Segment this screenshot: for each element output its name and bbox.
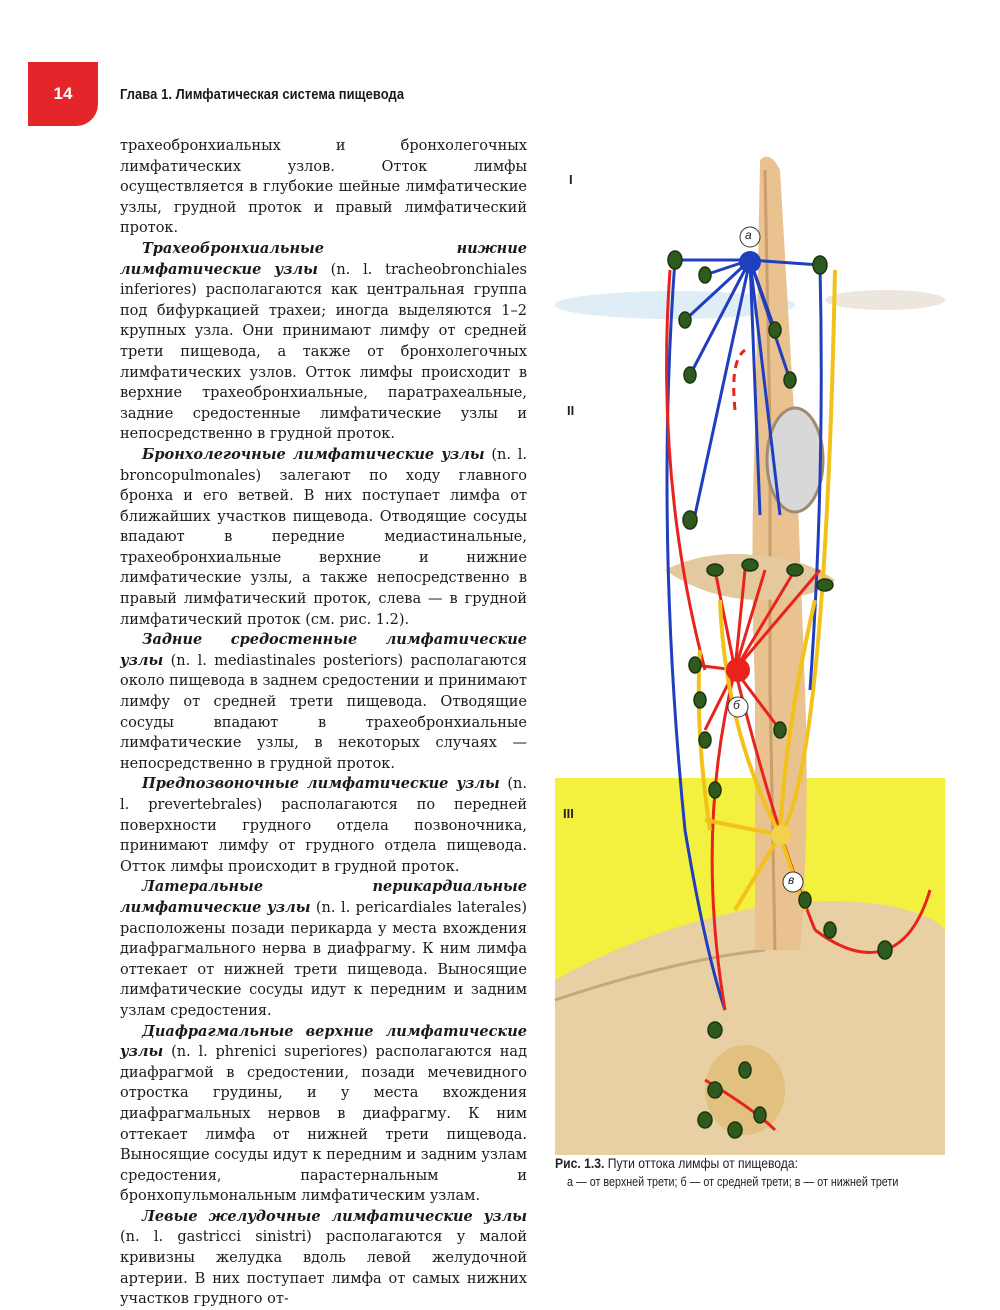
paragraph-3 [120,445,527,630]
section-label-III: III [563,806,574,821]
paragraph-6 [120,877,527,1021]
running-head: Глава 1. Лимфатическая система пищевода [120,86,405,103]
paragraph-8 [120,1207,527,1310]
node-label-a: а [745,228,752,242]
paragraph-1 [120,136,527,239]
caption-title-line [555,1156,906,1171]
paragraph-text: (n. l. gastricci sinistri) располагаются у малой кривизны желудка вдоль левой желудочной артерии. В них поступает лимфа от самых нижних участков грудного от- [120,1229,527,1308]
paragraph-5 [120,774,527,877]
caption-title: Пути оттока лимфы от пищевода: [607,1156,799,1171]
page-number: 14 [53,84,73,103]
node-b [726,658,750,682]
node-c [771,825,791,845]
body-text [120,136,528,1308]
paragraph-4 [120,630,527,774]
paragraph-term: Латеральные перикардиальные лимфатические узлы [120,878,527,916]
paragraph-text: (n. l. phrenici superiores) располагаются над диафрагмой в средостении, позади мечевидного отростка грудины, и у места вхождения диафрагмальных нервов в диафрагму. К ним оттекает лимфа от нижней трети пищевода. Выносящие сосуды идут к передним и задним узлам средостения, парастернальным и бронхопульмональным лимфатическим узлам. [120,1044,527,1205]
paragraph-term: Предпозвоночные лимфатические узлы [142,775,500,793]
node-label-b: б [733,698,740,712]
paragraph-term: Левые желудочные лимфатические узлы [142,1207,527,1225]
paragraph-term: Диафрагмальные верхние лимфатические узлы [120,1022,527,1061]
paragraph-text: трахеобронхиальных и бронхолегочных лимфатических узлов. Отток лимфы осуществляется в глубокие шейные лимфатические узлы, грудной проток и правый лимфатический проток. [120,138,527,237]
paragraph-text: (n. l. prevertebrales) располагаются по передней поверхности грудного отдела позвоночника, принимают лимфу от грудного отдела пищевода. Отток лимфы происходит в грудной проток. [120,776,528,875]
figure-lymph-drainage [555,130,945,1155]
paragraph-7 [120,1022,527,1207]
paragraph-term: Бронхолегочные лимфатические узлы [142,445,485,463]
caption-legend: а — от верхней трети; б — от средней трети; в — от нижней трети [567,1175,899,1189]
section-label-II: II [567,403,575,418]
paragraph-text: (n. l. tracheobronchiales inferiores) располагаются как центральная группа под бифуркацией трахеи; иногда выделяются 1–2 крупных узла. Они принимают лимфу от средней трети пищевода, а также от бронхолегочных лимфатических узлов. Отток лимфы происходит в верхние трахеобронхиальные, паратрахеальные, задние средостенные лимфатические узлы и непосредственно в грудной проток. [120,261,527,443]
paragraph-text: (n. l. mediastinales posteriors) располагаются около пищевода в заднем средостении и принимают лимфу от средней трети пищевода. Отводящие сосуды впадают в трахеобронхиальные лимфатические узлы, в некоторых случаях — непосредственно в грудной проток. [120,652,527,772]
paragraph-text: (n. l. pericardiales laterales) расположены позади перикарда у места вхождения диафрагмального нерва в диафрагму. К ним лимфа оттекает от нижней трети пищевода. Выносящие лимфатические сосуды идут к передним и задним узлам средостения. [120,899,527,1019]
paragraph-term: Трахеобронхиальные нижние лимфатические узлы [120,239,527,278]
figure-caption [555,1156,945,1189]
node-a [739,251,761,273]
paragraph-term: Задние средостенные лимфатические узлы [120,631,527,669]
section-label-I: I [569,172,573,187]
node-label-c: в [788,873,795,887]
caption-label: Рис. 1.3. [555,1156,605,1171]
anatomical-illustration [555,130,945,1155]
paragraph-2 [120,239,527,445]
paragraph-text: (n. l. broncopulmonales) залегают по ходу главного бронха и его ветвей. В них поступает лимфа от ближайших участков пищевода. Отводящие сосуды впадают в передние медиастинальные, трахеобронхиальные верхние и нижние лимфатические узлы, а также непосредственно в правый лимфатический проток, слева — в грудной лимфатический проток (см. рис. 1.2). [120,446,527,628]
